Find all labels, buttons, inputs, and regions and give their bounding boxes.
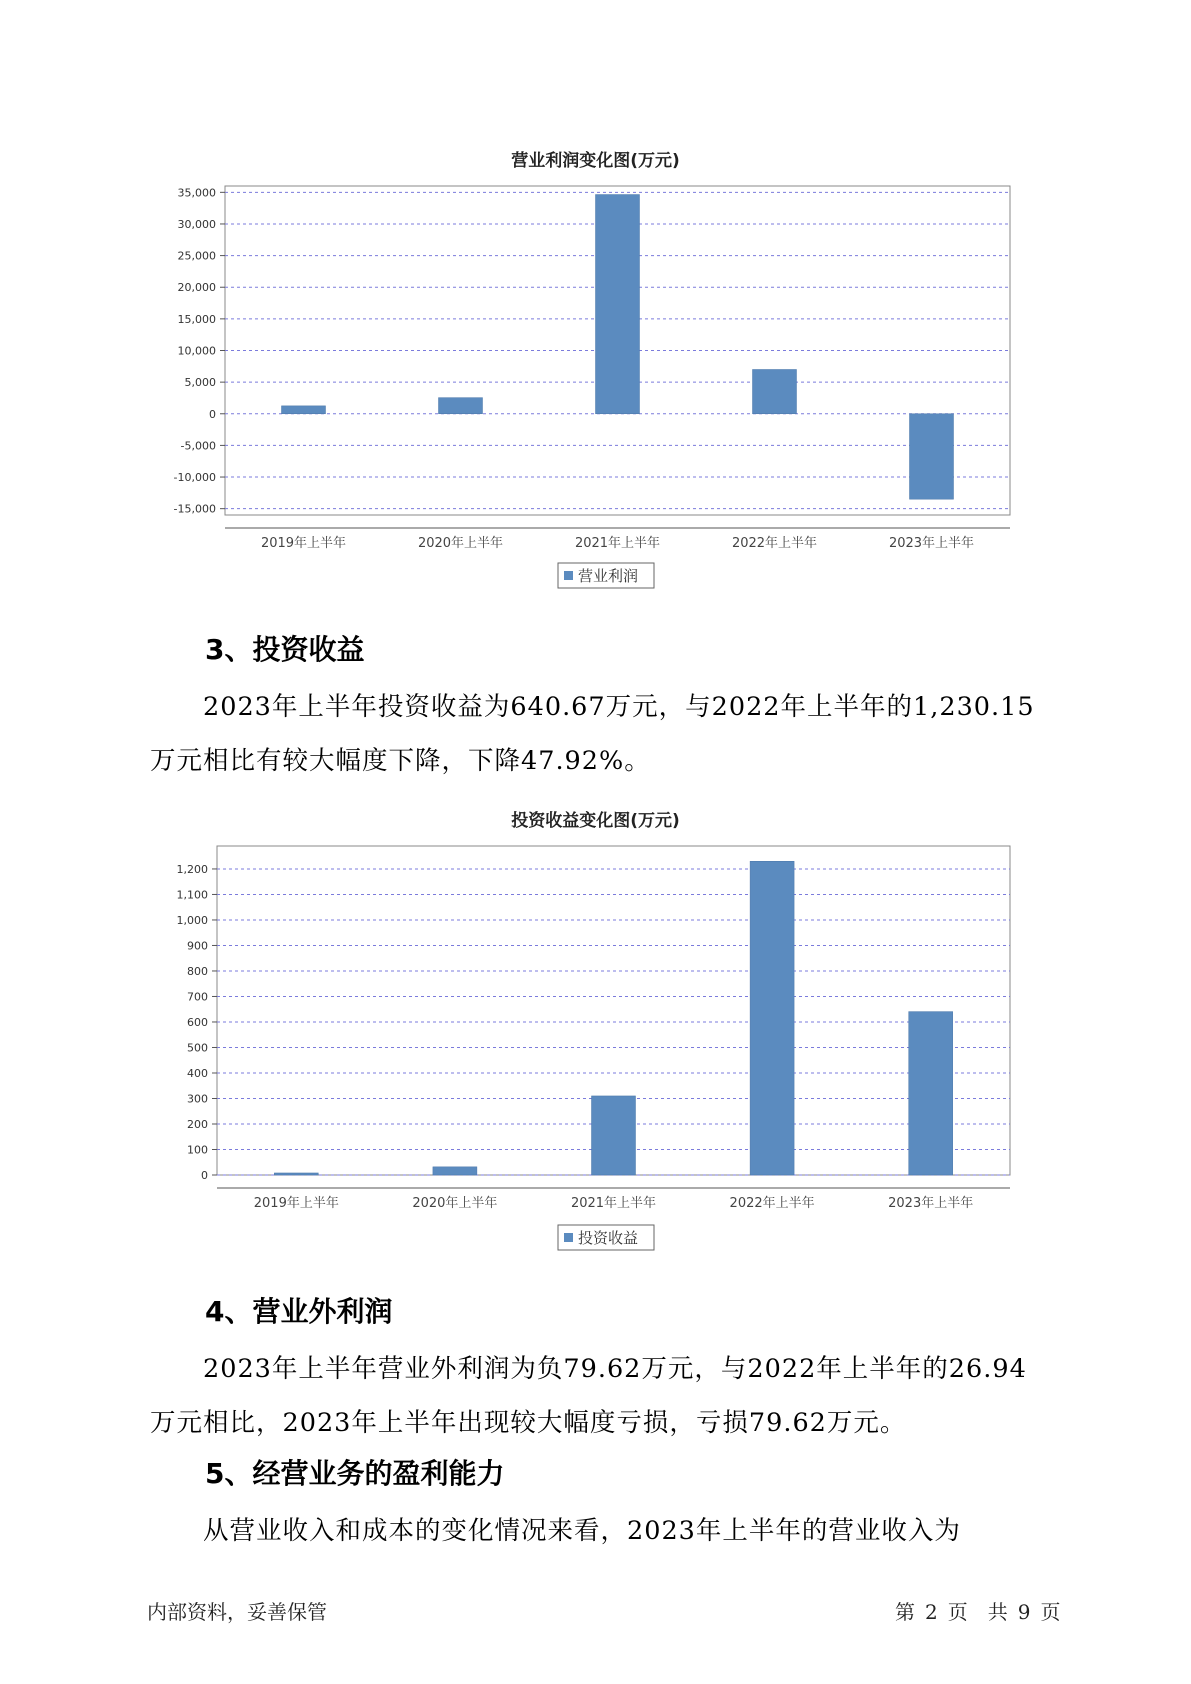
bar: [596, 195, 640, 414]
y-tick-label: 25,000: [177, 249, 216, 263]
y-tick-label: 35,000: [177, 186, 216, 200]
bar: [909, 1012, 953, 1175]
y-tick-label: 900: [187, 939, 208, 953]
section-5-heading: 5、经营业务的盈利能力: [205, 1457, 505, 1490]
section-4-paragraph: 2023年上半年营业外利润为负79.62万元，与2022年上半年的26.94万元相比，2023年上半年出现较大幅度亏损，亏损79.62万元。: [150, 1354, 1027, 1438]
section-4-heading: 4、营业外利润: [205, 1295, 393, 1328]
page-prefix: 第: [895, 1600, 915, 1624]
page-mid: 页 共: [947, 1600, 1008, 1624]
y-tick-label: 0: [201, 1169, 208, 1182]
x-tick-label: 2019年上半年: [253, 1196, 339, 1211]
legend-swatch: [564, 1233, 573, 1242]
y-tick-label: -15,000: [173, 502, 216, 516]
y-tick-label: 600: [187, 1015, 208, 1029]
y-tick-label: 10,000: [177, 344, 216, 358]
y-tick-label: -5,000: [180, 439, 216, 453]
y-tick-label: 15,000: [177, 312, 216, 326]
bar: [592, 1096, 636, 1175]
x-tick-label: 2022年上半年: [729, 1196, 815, 1211]
y-tick-label: 400: [187, 1066, 208, 1080]
y-tick-label: 300: [187, 1092, 208, 1106]
y-tick-label: 5,000: [184, 376, 216, 390]
investment-income-chart: [0, 780, 1191, 1280]
y-tick-label: 1,100: [176, 888, 208, 902]
y-tick-label: 800: [187, 964, 208, 978]
x-tick-label: 2020年上半年: [412, 1196, 498, 1211]
bar: [282, 406, 326, 414]
y-tick-label: 20,000: [177, 281, 216, 295]
x-tick-label: 2023年上半年: [888, 536, 975, 551]
x-tick-label: 2019年上半年: [260, 536, 347, 551]
y-tick-label: 200: [187, 1117, 208, 1131]
page-number: 2: [925, 1600, 938, 1624]
bar: [439, 398, 483, 414]
y-tick-label: 1,000: [176, 913, 208, 927]
page-total: 9: [1017, 1600, 1031, 1624]
bar: [274, 1173, 318, 1175]
y-tick-label: 500: [187, 1041, 208, 1055]
x-tick-label: 2021年上半年: [574, 536, 661, 551]
section-3-paragraph: 2023年上半年投资收益为640.67万元，与2022年上半年的1,230.15万元相比有较大幅度下降，下降47.92%。: [150, 692, 1035, 776]
chart-title: 投资收益变化图(万元): [511, 811, 680, 831]
y-tick-label: 100: [187, 1143, 208, 1157]
y-tick-label: -10,000: [173, 471, 216, 485]
operating-profit-chart: [0, 0, 1191, 600]
bar: [750, 861, 794, 1175]
x-tick-label: 2022年上半年: [731, 536, 818, 551]
legend-label: 营业利润: [578, 567, 639, 585]
y-tick-label: 0: [209, 407, 216, 421]
footer-page-indicator: [895, 1596, 1070, 1625]
bar: [433, 1167, 477, 1175]
footer-confidential-note: 内部资料，妥善保管: [147, 1600, 327, 1624]
y-tick-label: 700: [187, 990, 208, 1004]
y-tick-label: 30,000: [177, 217, 216, 231]
y-tick-label: 1,200: [176, 862, 208, 876]
legend-label: 投资收益: [578, 1229, 639, 1247]
section-3-heading: 3、投资收益: [205, 633, 365, 666]
page-suffix: 页: [1040, 1600, 1061, 1624]
bar: [753, 369, 797, 413]
legend-swatch: [564, 571, 573, 580]
x-tick-label: 2020年上半年: [417, 536, 504, 551]
section-5-paragraph: 从营业收入和成本的变化情况来看，2023年上半年的营业收入为: [203, 1516, 961, 1546]
operating-profit-chart-svg: [0, 0, 1191, 600]
bar: [910, 414, 954, 499]
investment-income-chart-svg: [0, 780, 1191, 1260]
x-tick-label: 2021年上半年: [570, 1196, 657, 1211]
x-tick-label: 2023年上半年: [888, 1196, 974, 1211]
chart-title: 营业利润变化图(万元): [511, 151, 680, 171]
